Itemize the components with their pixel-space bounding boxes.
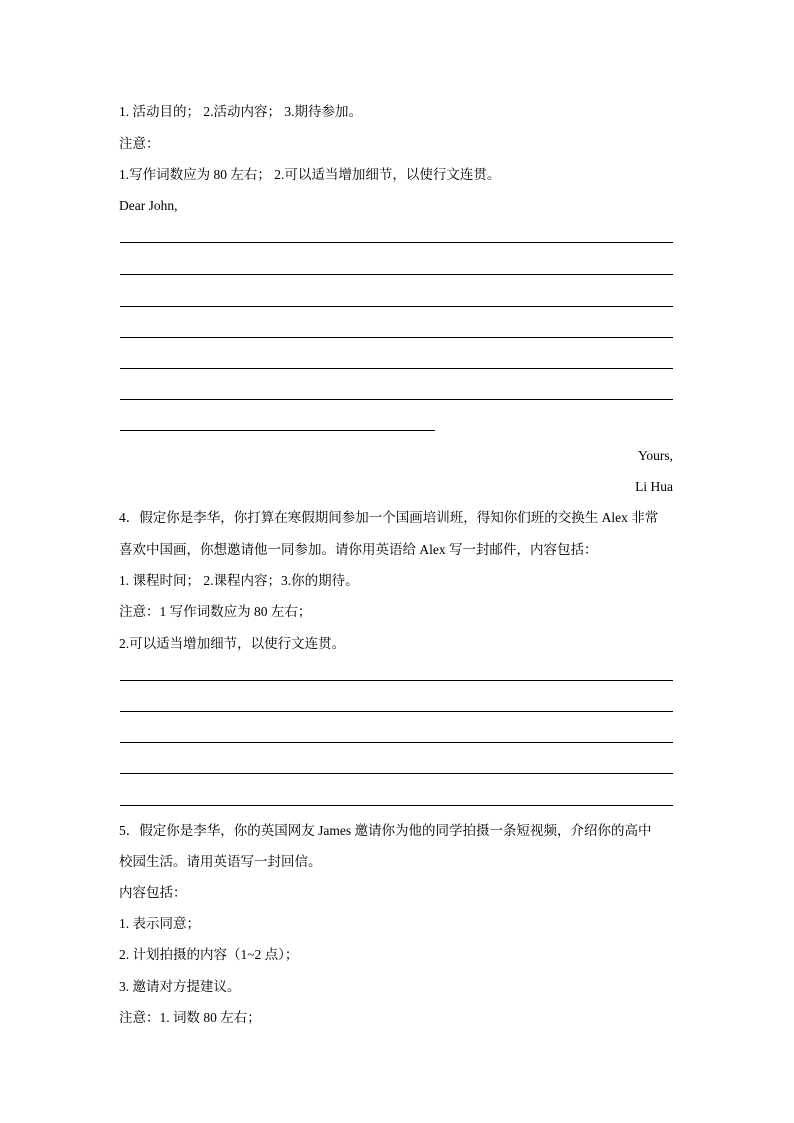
content-point-1: 1. 表示同意； xyxy=(119,916,200,931)
note-text-4b: 2.可以适当增加细节，以使行文连贯。 xyxy=(119,636,346,651)
note-text-4a: 注意：1 写作词数应为 80 左右； xyxy=(119,604,312,619)
answer-line xyxy=(120,242,673,243)
content-point-2: 2. 计划拍摄的内容（1~2 点）； xyxy=(119,947,299,962)
question-4-prompt-line2: 喜欢中国画，你想邀请他一同参加。请你用英语给 Alex 写一封邮件，内容包括： xyxy=(119,542,598,557)
answer-line xyxy=(120,711,673,712)
note-heading-3: 注意： xyxy=(119,136,160,151)
note-text-5: 注意：1. 词数 80 左右； xyxy=(119,1010,261,1025)
answer-line xyxy=(120,306,673,307)
answer-line-short xyxy=(120,430,435,431)
question-4-prompt-line1: 4．假定你是李华，你打算在寒假期间参加一个国画培训班，得知你们班的交换生 Alex 非常 xyxy=(119,510,659,525)
content-point-3: 3. 邀请对方提建议。 xyxy=(119,979,241,994)
question-5-prompt-line2: 校园生活。请用英语写一封回信。 xyxy=(119,854,322,869)
answer-line xyxy=(120,742,673,743)
answer-line xyxy=(120,773,673,774)
answer-line xyxy=(120,368,673,369)
letter-greeting: Dear John, xyxy=(119,198,178,213)
content-points-4: 1. 课程时间； 2.课程内容；3.你的期待。 xyxy=(119,573,359,588)
content-points-3: 1. 活动目的； 2.活动内容； 3.期待参加。 xyxy=(119,104,362,119)
answer-line xyxy=(120,337,673,338)
answer-line xyxy=(120,399,673,400)
content-heading-5: 内容包括： xyxy=(119,885,187,900)
letter-closing: Yours, xyxy=(637,448,673,463)
answer-line xyxy=(120,805,673,806)
question-5-prompt-line1: 5．假定你是李华，你的英国网友 James 邀请你为他的同学拍摄一条短视频，介绍你的高中 xyxy=(119,823,652,838)
note-text-3: 1.写作词数应为 80 左右； 2.可以适当增加细节，以使行文连贯。 xyxy=(119,167,501,182)
answer-line xyxy=(120,274,673,275)
letter-signature: Li Hua xyxy=(635,479,673,494)
answer-line xyxy=(120,680,673,681)
